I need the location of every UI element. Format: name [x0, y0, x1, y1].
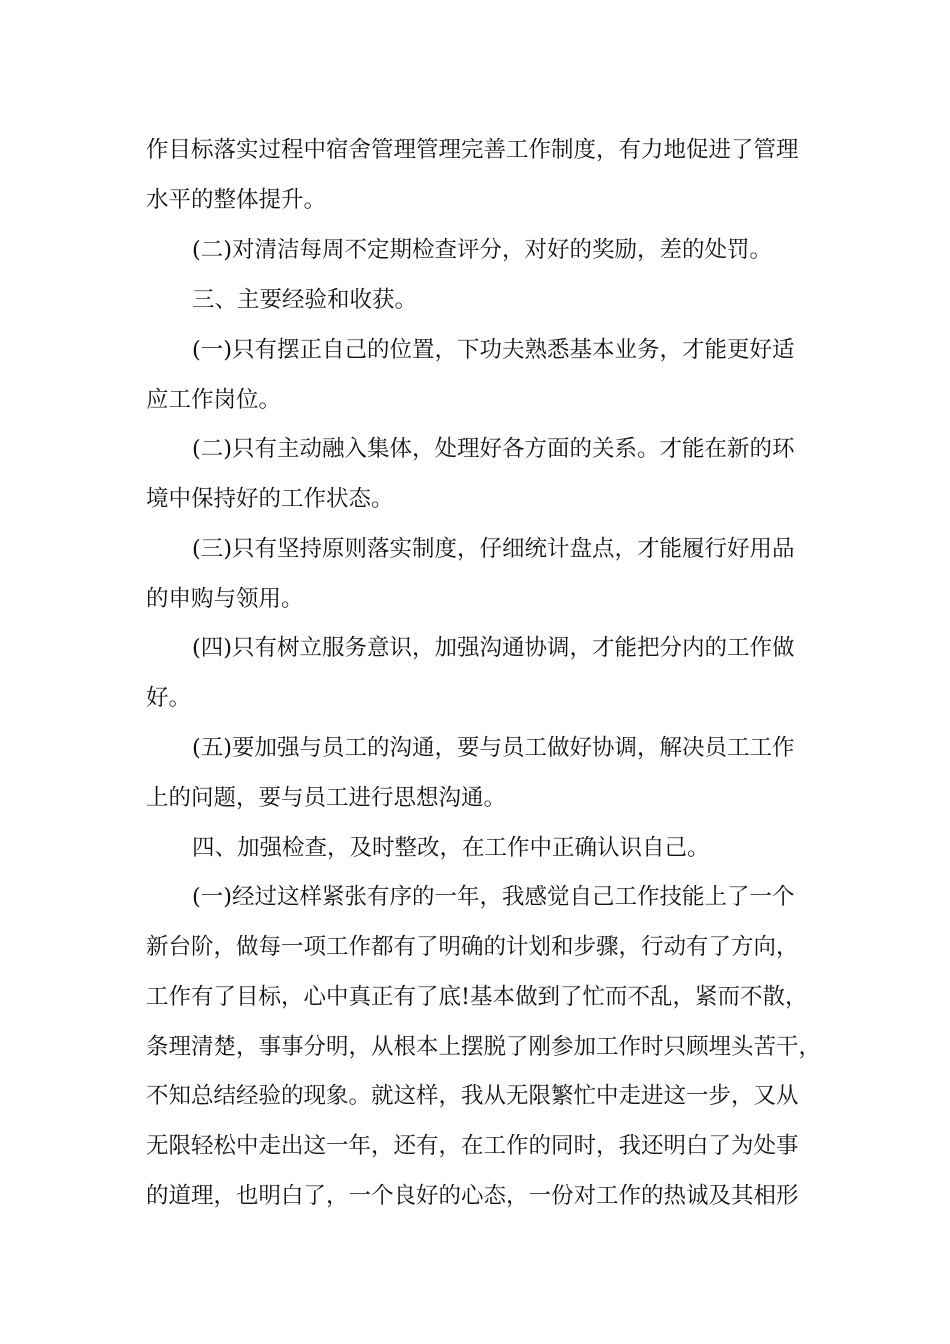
text-line: 作目标落实过程中宿舍管理管理完善工作制度，有力地促进了管理	[146, 137, 799, 163]
text-line: 无限轻松中走出这一年，还有，在工作的同时，我还明白了为处事	[146, 1133, 799, 1159]
text-line: 工作有了目标，心中真正有了底!基本做到了忙而不乱，紧而不散，	[146, 984, 808, 1010]
text-line: (一)经过这样紧张有序的一年，我感觉自己工作技能上了一个	[192, 884, 795, 910]
text-line: (四)只有树立服务意识，加强沟通协调，才能把分内的工作做	[192, 635, 795, 661]
text-line: 好。	[146, 685, 192, 711]
text-line: 应工作岗位。	[146, 387, 282, 413]
text-line: (二)只有主动融入集体，处理好各方面的关系。才能在新的环	[192, 436, 795, 462]
text-line: 水平的整体提升。	[146, 187, 327, 213]
text-line: 不知总结经验的现象。就这样，我从无限繁忙中走进这一步，又从	[146, 1083, 799, 1109]
text-line: 新台阶，做每一项工作都有了明确的计划和步骤，行动有了方向，	[146, 934, 799, 960]
text-line: 上的问题，要与员工进行思想沟通。	[146, 785, 507, 811]
text-line: 的道理，也明白了，一个良好的心态，一份对工作的热诚及其相形	[146, 1183, 799, 1209]
text-line: (五)要加强与员工的沟通，要与员工做好协调，解决员工工作	[192, 735, 795, 761]
section-heading: 三、主要经验和收获。	[192, 287, 418, 313]
text-line: 的申购与领用。	[146, 586, 304, 612]
text-line: 条理清楚，事事分明，从根本上摆脱了刚参加工作时只顾埋头苦干，	[146, 1034, 822, 1060]
text-line: (一)只有摆正自己的位置，下功夫熟悉基本业务，才能更好适	[192, 337, 795, 363]
text-line: (三)只有坚持原则落实制度，仔细统计盘点，才能履行好用品	[192, 536, 795, 562]
section-heading: 四、加强检查，及时整改，在工作中正确认识自己。	[192, 835, 710, 861]
text-line: 境中保持好的工作状态。	[146, 486, 394, 512]
text-line: (二)对清洁每周不定期检查评分，对好的奖励，差的处罚。	[192, 237, 773, 263]
